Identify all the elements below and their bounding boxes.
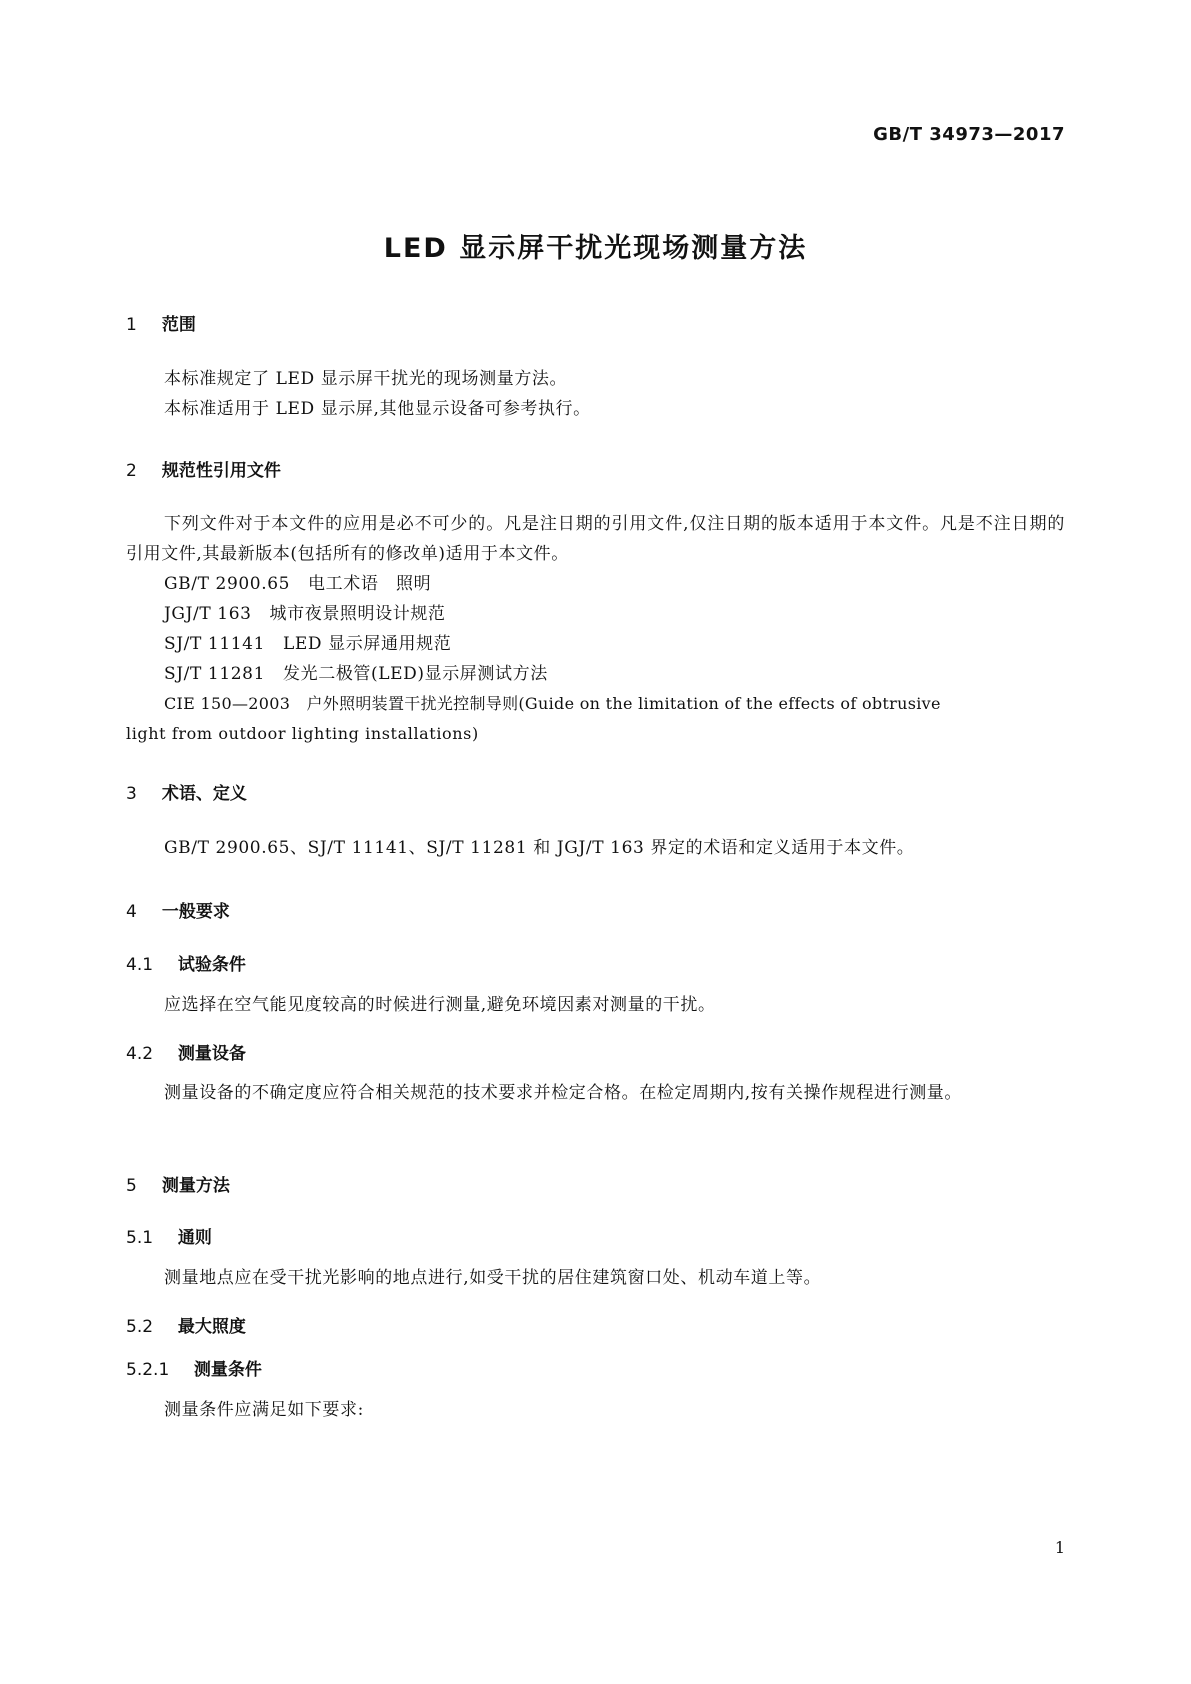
reference-code: JGJ/T 163 [164,604,252,624]
section-title: 试验条件 [177,955,246,975]
reference-item-cie: CIE 150—2003 户外照明装置干扰光控制导则(Guide on the limitation of the effects of obtrusive [164,694,941,713]
reference-item [164,659,548,689]
subsection-heading-5-2 [126,1312,246,1337]
section-number: 3 [126,784,137,804]
section-heading-1 [126,310,196,335]
document-title: LED 显示屏干扰光现场测量方法 [383,233,808,264]
section-title: 术语、定义 [161,784,247,804]
paragraph-general-rules: 测量地点应在受干扰光影响的地点进行,如受干扰的居住建筑窗口处、机动车道上等。 [164,1268,822,1288]
paragraph-measurement-conditions: 测量条件应满足如下要求: [164,1400,364,1420]
subsection-heading-4-2 [126,1039,246,1064]
reference-item [164,569,431,599]
section-number: 5 [126,1176,137,1196]
reference-code: GB/T 2900.65 [164,574,291,594]
paragraph-scope-2: 本标准适用于 LED 显示屏,其他显示设备可参考执行。 [164,399,591,419]
paragraph-test-conditions: 应选择在空气能见度较高的时候进行测量,避免环境因素对测量的干扰。 [164,995,716,1015]
subsection-heading-5-1 [126,1223,212,1248]
reference-code: SJ/T 11281 [164,664,266,684]
reference-title: LED 显示屏通用规范 [283,634,452,654]
reference-title: 电工术语 照明 [308,574,432,594]
reference-item [164,629,451,659]
section-heading-4 [126,897,230,922]
section-heading-5 [126,1171,230,1196]
reference-item-cie-continued: light from outdoor lighting installations) [126,724,479,743]
paragraph-scope-1: 本标准规定了 LED 显示屏干扰光的现场测量方法。 [164,369,568,389]
reference-title: 城市夜景照明设计规范 [269,604,446,624]
paragraph-measuring-equipment: 测量设备的不确定度应符合相关规范的技术要求并检定合格。在检定周期内,按有关操作规程进行测量。 [164,1083,963,1103]
section-number: 5.2 [126,1317,154,1337]
section-title: 通则 [177,1228,212,1248]
section-number: 5.1 [126,1228,154,1248]
standard-number: GB/T 34973—2017 [873,124,1065,145]
subsection-heading-5-2-1 [126,1355,262,1380]
section-title: 最大照度 [177,1317,246,1337]
section-title: 测量方法 [161,1176,230,1196]
section-title: 测量设备 [177,1044,246,1064]
subsection-heading-4-1 [126,950,246,975]
reference-item [164,599,446,629]
section-number: 2 [126,461,137,481]
section-heading-2 [126,456,281,481]
section-number: 5.2.1 [126,1360,170,1380]
section-number: 4.2 [126,1044,154,1064]
section-title: 规范性引用文件 [161,461,281,481]
section-title: 一般要求 [161,902,230,922]
paragraph-terms: GB/T 2900.65、SJ/T 11141、SJ/T 11281 和 JGJ/T 163 界定的术语和定义适用于本文件。 [164,838,915,858]
section-number: 4.1 [126,955,154,975]
reference-code: SJ/T 11141 [164,634,266,654]
section-heading-3 [126,779,247,804]
paragraph-references-intro: 下列文件对于本文件的应用是必不可少的。凡是注日期的引用文件,仅注日期的版本适用于本文件。凡是不注日期的引用文件,其最新版本(包括所有的修改单)适用于本文件。 [126,514,1065,564]
section-number: 4 [126,902,137,922]
section-title: 范围 [161,315,196,335]
reference-title: 发光二极管(LED)显示屏测试方法 [283,664,548,684]
page-number: 1 [1054,1538,1065,1557]
section-title: 测量条件 [193,1360,262,1380]
section-number: 1 [126,315,137,335]
